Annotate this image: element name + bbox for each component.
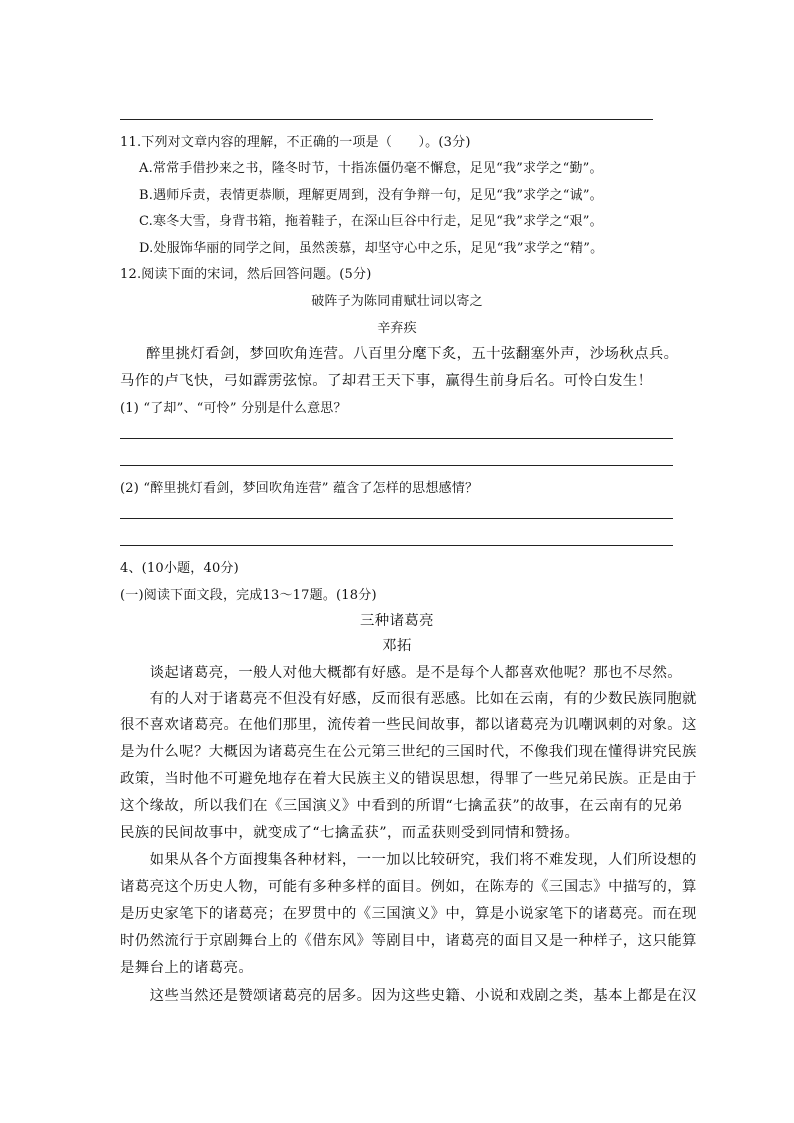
- article-line: 是为什么呢？大概因为诸葛亮生在公元第三世纪的三国时代，不像我们现在懂得讲究民族: [120, 744, 697, 760]
- poem-title: 破阵子为陈同甫赋壮词以寄之: [311, 294, 483, 309]
- poem-author: 辛弃疾: [377, 321, 417, 336]
- answer-line-2[interactable]: [120, 465, 673, 466]
- article-line: 民族的民间故事中，就变成了“七擒孟获”，而孟获则受到同情和赞扬。: [120, 825, 580, 841]
- article-line: 如果从各个方面搜集各种材料，一一加以比较研究，我们将不难发现，人们所设想的: [120, 852, 697, 868]
- article-line: 有的人对于诸葛亮不但没有好感，反而很有恶感。比如在云南，有的少数民族同胞就: [120, 691, 697, 707]
- answer-line-1[interactable]: [120, 438, 673, 439]
- article-line: 这些当然还是赞颂诸葛亮的居多。因为这些史籍、小说和戏剧之类，基本上都是在汉: [120, 988, 697, 1004]
- top-divider: [120, 119, 653, 120]
- q11-option-b: B.遇师斥责，表情更恭顺，理解更周到，没有争辩一句，足见“我”求学之“诚”。: [139, 188, 603, 203]
- article-title: 三种诸葛亮: [360, 613, 434, 629]
- article-line: 诸葛亮这个历史人物，可能有多种多样的面目。例如，在陈寿的《三国志》中描写的，算: [120, 879, 697, 895]
- article-line: 是舞台上的诸葛亮。: [120, 960, 254, 976]
- q11-option-d: D.处服饰华丽的同学之间，虽然羡慕，却坚守心中之乐，足见“我”求学之“精”。: [139, 241, 604, 256]
- article-line: 这个缘故，所以我们在《三国演义》中看到的所谓“七擒孟获”的故事，在云南有的兄弟: [120, 798, 683, 814]
- answer-line-4[interactable]: [120, 545, 673, 546]
- article-line: 是历史家笔下的诸葛亮；在罗贯中的《三国演义》中，算是小说家笔下的诸葛亮。而在现: [120, 906, 697, 922]
- q11-option-c: C.寒冬大雪，身背书箱，拖着鞋子，在深山巨谷中行走，足见“我”求学之“艰”。: [139, 214, 603, 229]
- q11-option-a: A.常常手借抄来之书，隆冬时节，十指冻僵仍毫不懈怠，足见“我”求学之“勤”。: [139, 161, 603, 176]
- poem-line-2: 马作的卢飞快，弓如霹雳弦惊。了却君王天下事，赢得生前身后名。可怜白发生！: [120, 373, 653, 389]
- article-line: 谈起诸葛亮，一般人对他大概都有好感。是不是每个人都喜欢他呢？那也不尽然。: [120, 665, 683, 681]
- article-author: 邓拓: [382, 638, 412, 654]
- question-11-stem: 11.下列对文章内容的理解，不正确的一项是（ ）。(3分): [120, 135, 471, 150]
- article-line: 很不喜欢诸葛亮。在他们那里，流传着一些民间故事，都以诸葛亮为讥嘲讽刺的对象。这: [120, 717, 697, 733]
- sub-question-1: (1) “了却”、“可怜” 分别是什么意思？: [120, 401, 347, 416]
- poem-line-1: 醉里挑灯看剑，梦回吹角连营。八百里分麾下炙，五十弦翻塞外声，沙场秋点兵。: [146, 346, 679, 362]
- article-line: 政策，当时他不可避免地存在着大民族主义的错误思想，得罪了一些兄弟民族。正是由于: [120, 771, 697, 787]
- article-line: 时仍然流行于京剧舞台上的《借东风》等剧目中，诸葛亮的面目又是一种样子，这只能算: [120, 933, 697, 949]
- section-heading: 4、(10小题，40分): [120, 561, 239, 576]
- sub-question-2: (2) “醉里挑灯看剑，梦回吹角连营” 蕴含了怎样的思想感情？: [120, 481, 479, 496]
- question-12-stem: 12.阅读下面的宋词，然后回答问题。(5分): [120, 267, 372, 282]
- answer-line-3[interactable]: [120, 518, 673, 519]
- section-subheading: (一)阅读下面文段，完成13～17题。(18分): [120, 588, 377, 603]
